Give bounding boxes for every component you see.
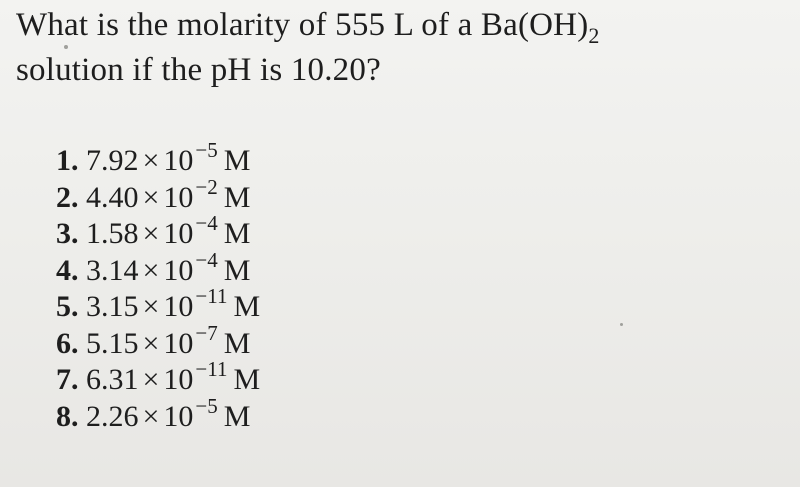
times-sign: × [142,253,160,287]
option-mantissa: 3.15 [86,290,139,323]
option-exponent: −4 [195,247,218,272]
option-exponent: −7 [195,320,218,345]
times-sign: × [142,217,160,250]
option-mantissa: 2.26 [86,399,139,433]
option-base: 10 [163,180,194,214]
answer-option-6[interactable] [56,320,260,363]
times-sign: × [142,399,160,433]
times-sign: × [142,290,160,323]
option-base: 10 [163,326,194,360]
option-base: 10 [163,290,194,323]
option-mantissa: 7.92 [86,144,139,177]
option-exponent: −5 [195,138,218,162]
option-unit: M [223,180,251,214]
option-unit: M [223,326,251,360]
option-number: 7. [56,363,79,396]
answer-option-3[interactable] [56,211,260,253]
option-unit: M [233,363,261,396]
formula-subscript: 2 [588,23,600,48]
question-line-1-text: What is the molarity of 555 L of a Ba(OH) [16,7,589,43]
option-unit: M [233,290,261,323]
option-exponent: −4 [195,211,218,235]
option-unit: M [223,399,251,433]
answer-option-4[interactable] [56,247,260,290]
option-unit: M [223,144,251,177]
answer-options-list [56,138,261,435]
answer-option-1[interactable] [56,138,260,180]
option-mantissa: 3.14 [86,253,139,287]
option-number: 8. [56,399,79,433]
answer-option-2[interactable] [56,174,260,217]
option-base: 10 [163,144,194,177]
option-unit: M [223,217,251,250]
option-base: 10 [163,363,194,396]
option-number: 2. [56,180,79,214]
option-unit: M [223,253,251,287]
question-line-1 [16,4,796,49]
times-sign: × [142,180,160,214]
option-exponent: −2 [195,174,218,199]
option-mantissa: 5.15 [86,326,139,360]
option-mantissa: 6.31 [86,363,139,396]
question-line-2: solution if the pH is 10.20? [16,52,381,88]
option-number: 6. [56,326,79,360]
option-number: 3. [56,217,79,250]
option-number: 1. [56,144,79,177]
answer-option-5[interactable] [56,284,261,326]
option-mantissa: 4.40 [86,180,139,214]
times-sign: × [142,326,160,360]
answer-option-7[interactable] [56,357,261,399]
question-text [16,4,796,92]
option-base: 10 [163,217,194,250]
times-sign: × [142,144,160,177]
option-base: 10 [163,253,194,287]
paper-speck [64,45,68,49]
option-number: 5. [56,290,79,323]
option-mantissa: 1.58 [86,217,139,250]
times-sign: × [142,363,160,396]
option-exponent: −5 [195,393,218,418]
option-base: 10 [163,399,194,433]
option-number: 4. [56,253,79,287]
option-exponent: −11 [195,357,228,381]
paper-speck [620,323,623,326]
answer-option-8[interactable] [56,393,260,436]
option-exponent: −11 [195,284,228,308]
